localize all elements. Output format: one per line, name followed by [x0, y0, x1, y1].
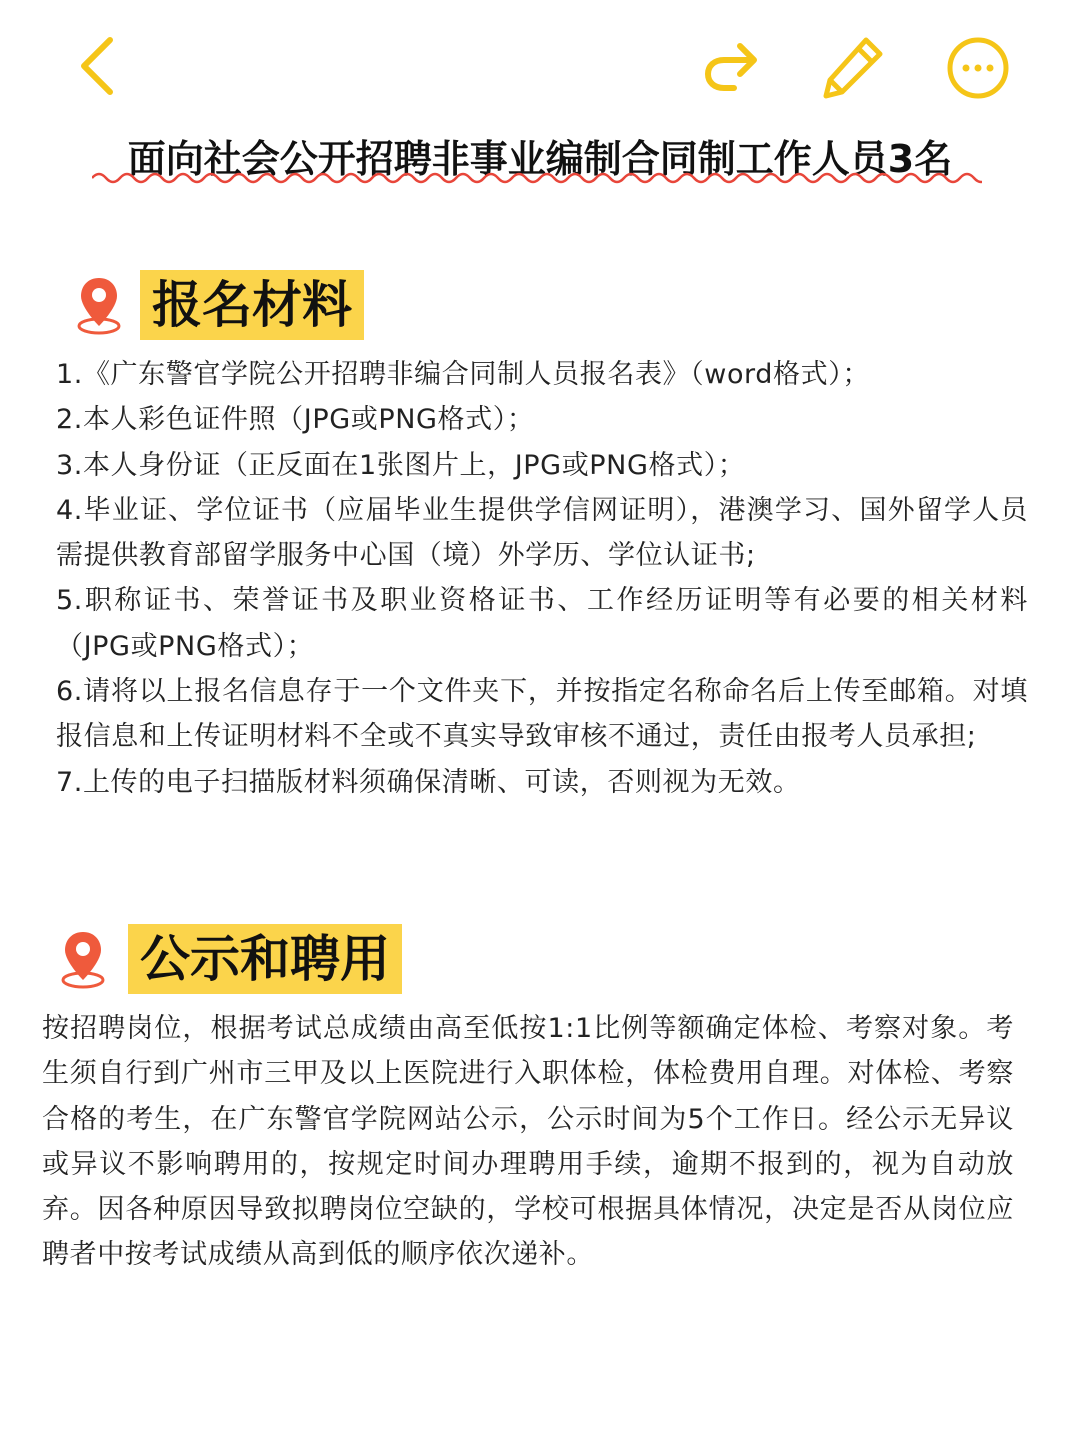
section-heading: 报名材料 — [140, 270, 364, 340]
list-item: 4.毕业证、学位证书（应届毕业生提供学信网证明），港澳学习、国外留学人员需提供教育部留学服务中心国（境）外学历、学位认证书; — [56, 494, 1028, 572]
section-heading: 公示和聘用 — [128, 924, 402, 994]
title-wavy-underline — [92, 168, 982, 188]
list-item: 1.《广东警官学院公开招聘非编合同制人员报名表》（word格式）； — [56, 359, 870, 390]
share-icon[interactable] — [700, 36, 764, 96]
list-item: 6.请将以上报名信息存于一个文件夹下，并按指定名称命名后上传至邮箱。对填报信息和上传证明材料不全或不真实导致审核不通过，责任由报考人员承担; — [56, 676, 1028, 753]
list-item: 7.上传的电子扫描版材料须确保清晰、可读，否则视为无效。 — [56, 766, 801, 798]
list-item: 3.本人身份证（正反面在1张图片上，JPG或PNG格式）； — [56, 449, 746, 481]
top-bar — [0, 0, 1080, 130]
publicity-paragraph: 按招聘岗位，根据考试总成绩由高至低按1:1比例等额确定体检、考察对象。考生须自行到广州市三甲及以上医院进行入职体检，体检费用自理。对体检、考察合格的考生，在广东警官学院网站公示，公示时间为5个工作日。经公示无异议或异议不影响聘用的，按规定时间办理聘用手续，逾期不报到的，视为自动放弃。因各种原因导致拟聘岗位空缺的，学校可根据具体情况，决定是否从岗位应聘者中按考试成绩从高到低的顺序依次递补。 — [42, 1013, 1014, 1271]
edit-icon[interactable] — [820, 34, 886, 100]
location-pin-icon — [74, 274, 124, 336]
list-item: 2.本人彩色证件照（JPG或PNG格式）； — [56, 404, 535, 436]
more-icon[interactable] — [944, 34, 1012, 102]
list-item: 5.职称证书、荣誉证书及职业资格证书、工作经历证明等有必要的相关材料（JPG或PNG格式）； — [56, 585, 1028, 662]
materials-list — [56, 352, 1028, 805]
page-title: 面向社会公开招聘非事业编制合同制工作人员3名 — [127, 137, 953, 181]
location-pin-icon — [58, 928, 108, 990]
back-icon[interactable] — [70, 34, 126, 98]
